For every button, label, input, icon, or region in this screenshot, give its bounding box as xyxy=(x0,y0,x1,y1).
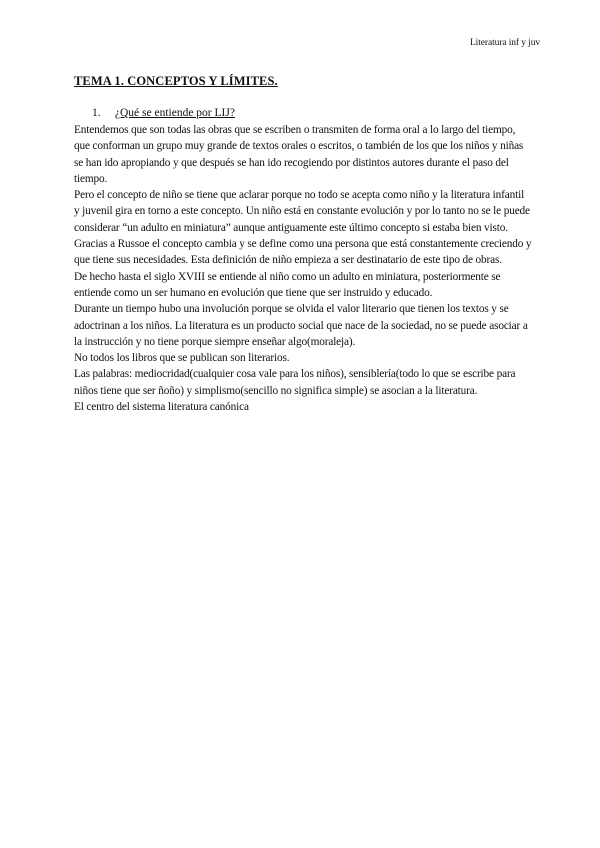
document-title: TEMA 1. CONCEPTOS Y LÍMITES. xyxy=(74,74,278,88)
paragraph: Durante un tiempo hubo una involución porque se olvida el valor literario que tienen los textos y se adoctrinan a los niños. La literatura es un producto social que nace de la sociedad, no se puede asociar a la instrucción y no tiene porque siempre enseñar algo(moraleja). xyxy=(74,303,528,348)
section-number: 1. xyxy=(92,107,101,119)
running-header: Literatura inf y juv xyxy=(469,38,540,48)
paragraph: No todos los libros que se publican son literarios. xyxy=(74,352,290,365)
paragraph: Pero el concepto de niño se tiene que aclarar porque no todo se acepta como niño y la literatura infantil y juvenil gira en torno a este concepto. Un niño está en constante evolución y por lo tanto no se le puede considerar “un adulto en miniatura” aunque antiguamente este último concepto si estaba bien visto. xyxy=(74,189,530,234)
paragraph: Gracias a Russoe el concepto cambia y se define como una persona que está constantemente creciendo y que tiene sus necesidades. Esta definición de niño empieza a ser destinatario de este tipo de obras. xyxy=(74,238,532,267)
section-heading-text: ¿Qué se entiende por LIJ? xyxy=(114,107,235,119)
paragraph: Las palabras: mediocridad(cualquier cosa vale para los niños), sensiblería(todo lo que se escribe para niños tiene que ser ñoño) y simplismo(sencillo no significa simple) se asocian a la literatura. xyxy=(74,368,516,397)
paragraph: Entendemos que son todas las obras que se escriben o transmiten de forma oral a lo largo del tiempo, que conforman un grupo muy grande de textos orales o escritos, o también de los que los niños y niñas se han ido apropiando y que después se han ido recogiendo por distintos autores durante el paso del tiempo. xyxy=(74,124,524,185)
paragraph: De hecho hasta el siglo XVIII se entiende al niño como un adulto en miniatura, posteriormente se entiende como un ser humano en evolución que tiene que ser instruido y educado. xyxy=(74,270,501,299)
paragraph: El centro del sistema literatura canónica xyxy=(74,401,249,414)
body-text xyxy=(74,122,532,415)
section-heading xyxy=(92,107,235,119)
